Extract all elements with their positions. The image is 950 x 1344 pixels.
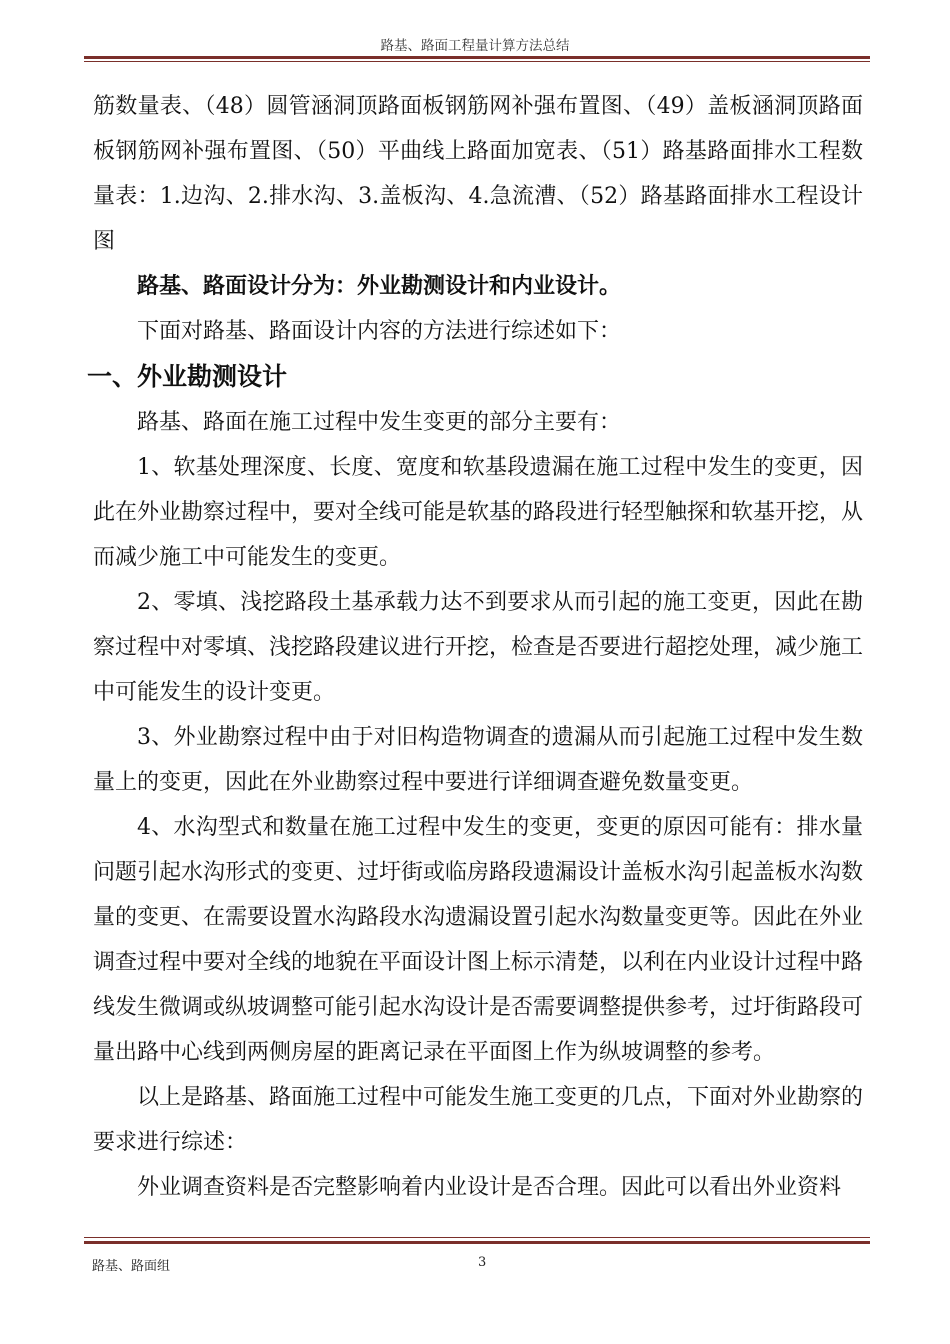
paragraph-intro: 下面对路基、路面设计内容的方法进行综述如下： — [137, 319, 622, 344]
header-rule-thick — [84, 56, 870, 59]
section-heading-field-survey: 一、外业勘测设计 — [87, 362, 288, 391]
list-item-1: 1、软基处理深度、长度、宽度和软基段遗漏在施工过程中发生的变更，因此在外业勘察过程中，要对全线可能是软基的路段进行轻型触探和软基开挖，从而减少施工中可能发生的变更。 — [93, 455, 864, 570]
list-item-3: 3、外业勘察过程中由于对旧构造物调查的遗漏从而引起施工过程中发生数量上的变更，因此在外业勘察过程中要进行详细调查避免数量变更。 — [93, 725, 863, 795]
list-item-2: 2、零填、浅挖路段土基承载力达不到要求从而引起的施工变更，因此在勘察过程中对零填、浅挖路段建议进行开挖，检查是否要进行超挖处理，减少施工中可能发生的设计变更。 — [93, 590, 864, 705]
page-header-title: 路基、路面工程量计算方法总结 — [380, 38, 570, 54]
page-number: 3 — [478, 1255, 487, 1270]
paragraph-continued: 筋数量表、（48）圆管涵洞顶路面板钢筋网补强布置图、（49）盖板涵洞顶路面板钢筋网补强布置图、（50）平曲线上路面加宽表、（51）路基路面排水工程数量表：1.边沟、2.排水沟、3.盖板沟、4.急流漕、（52）路基路面排水工程设计图 — [93, 94, 863, 254]
list-item-4: 4、水沟型式和数量在施工过程中发生的变更，变更的原因可能有：排水量问题引起水沟形式的变更、过圩街或临房路段遗漏设计盖板水沟引起盖板水沟数量的变更、在需要设置水沟路段水沟遗漏设置引起水沟数量变更等。因此在外业调查过程中要对全线的地貌在平面设计图上标示清楚，以利在内业设计过程中路线发生微调或纵坡调整可能引起水沟设计是否需要调整提供参考，过圩街路段可量出路中心线到两侧房屋的距离记录在平面图上作为纵坡调整的参考。 — [93, 815, 864, 1065]
footer-rule-thick — [84, 1241, 870, 1244]
footer-rule-thin — [84, 1237, 870, 1238]
footer-group-label: 路基、路面组 — [92, 1259, 171, 1274]
paragraph-design-types: 路基、路面设计分为：外业勘测设计和内业设计。 — [137, 273, 622, 299]
paragraph-last: 外业调查资料是否完整影响着内业设计是否合理。因此可以看出外业资料 — [137, 1175, 842, 1200]
paragraph-summary: 以上是路基、路面施工过程中可能发生施工变更的几点，下面对外业勘察的要求进行综述： — [93, 1085, 864, 1155]
paragraph-changes-lead: 路基、路面在施工过程中发生变更的部分主要有： — [137, 410, 622, 435]
header-rule-thin — [84, 61, 870, 62]
document-body — [87, 84, 864, 1210]
